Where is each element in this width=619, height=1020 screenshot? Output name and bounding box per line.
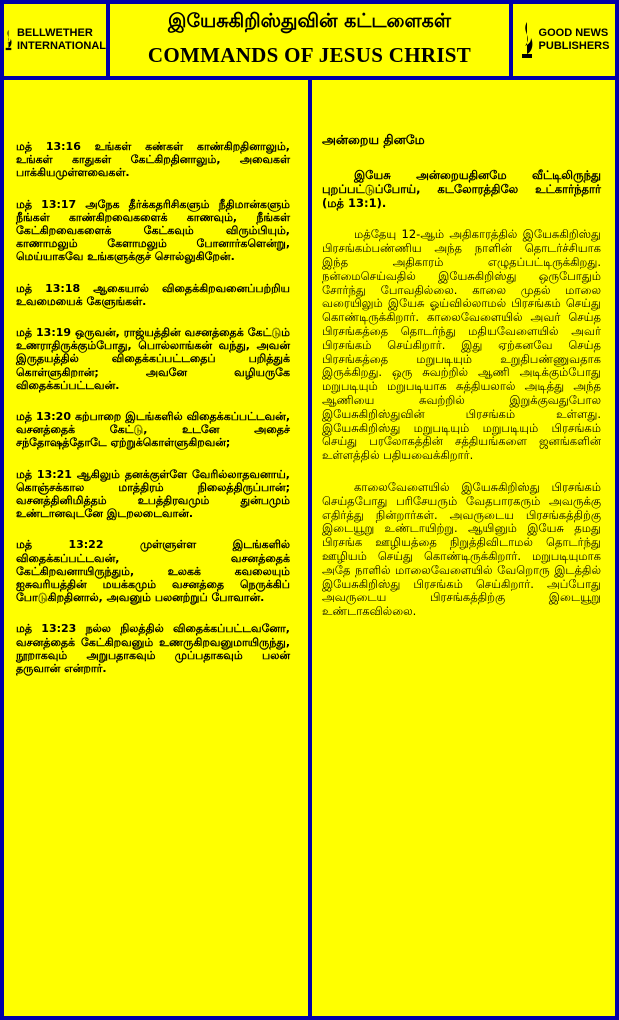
verse-reference: மத் 13:21 xyxy=(16,467,72,481)
title-english: COMMANDS OF JESUS CHRIST xyxy=(147,43,472,67)
commentary-paragraph: காலைவேளையில் இயேசுகிறிஸ்து பிரசங்கம் செய்தபோது பரிசேயரும் வேதபாரகரும் அவருக்கு எதிர்த்து நின்றார்கள். அவருடைய பிரசங்கத்திற்கு இடையூறு உண்டாயிற்று. ஆயினும் இயேசு தமது பிரசங்க ஊழியத்தை நிறுத்திவிடாமல் தொடர்ந்து ஊழியம் செய்து கொண்டிருக்கிறார். மறுபடியுமாக அதே நாளில் மாலைவேளையில் வேறொரு இடத்தில் இயேசுகிறிஸ்து பிரசங்கம் செய்கிறார். அப்போது அவருடைய பிரசங்கத்திற்கு இடையூறு உண்டாகவில்லை. xyxy=(322,479,601,619)
verse-item xyxy=(16,622,290,675)
verse-item xyxy=(16,282,290,308)
verse-text: கற்பாறை இடங்களில் விதைக்கப்பட்டவன், வசனத்தைக் கேட்டு, உடனே அதைச் சந்தோஷத்தோடே ஏற்றுக்கொள்ளுகிறவன்; xyxy=(16,410,290,450)
verse-reference: மத் 13:23 xyxy=(16,622,77,636)
right-logo-line1: GOOD NEWS xyxy=(538,27,609,39)
commentary-intro: இயேசு அன்றையதினமே வீட்டிலிருந்து புறப்பட்டுப்போய், கடலோரத்திலே உட்கார்ந்தார் (மத் 13:1). xyxy=(322,168,601,210)
flame-icon xyxy=(4,20,13,60)
verse-text: உங்கள் கண்கள் காண்கிறதினாலும், உங்கள் காதுகள் கேட்கிறதினாலும், அவைகள் பாக்கியமுள்ளவைகள். xyxy=(16,140,290,180)
verse-text: ஒருவன், ராஜ்யத்தின் வசனத்தைக் கேட்டும் உணராதிருக்கும்போது, பொல்லாங்கன் வந்து, அவன் இருதயத்தில் விதைக்கப்பட்டதைப் பறித்துக் கொள்ளுகிறான்; அவனே வழியருகே விதைக்கப்பட்டவன். xyxy=(16,326,290,392)
commentary-paragraph: மத்தேயு 12-ஆம் அதிகாரத்தில் இயேசுகிறிஸ்து பிரசங்கம்பண்ணிய அந்த நாளின் தொடர்ச்சியாக இந்த அதிகாரம் எழுதப்பட்டிருக்கிறது. நன்மைசெய்வதில் இயேசுகிறிஸ்து ஒருபோதும் சோர்ந்து போவதில்லை. காலை முதல் மாலை வரையிலும் இயேசு ஓய்வில்லாமல் பிரசங்கம் செய்து கொண்டிருக்கிறார். காலைவேளையில் அவர் செய்த பிரசங்கத்தை தொடர்ந்து மதியவேளையில் அவர் பிரசங்கம் செய்கிறார். இது ஏற்கனவே செய்த பிரசங்கத்தை மறுபடியும் உறுதிபண்ணுவதாக இருக்கிறது. ஒரு சுவற்றில் ஆணி அடிக்கும்போது மறுபடியும் மறுபடியாக சுத்தியலால் அடித்து அந்த ஆணியை சுவற்றில் இறுக்குவதுபோல இயேசுகிறிஸ்துவின் பிரசங்கம் உள்ளது. இயேசுகிறிஸ்து மறுபடியும் மறுபடியும் பிரசங்கம் செய்து பரலோகத்தின் சத்தியங்களை ஜனங்களின் உள்ளத்தில் பதியவைக்கிறார். xyxy=(322,227,601,463)
verse-reference: மத் 13:19 xyxy=(16,326,72,340)
verse-list xyxy=(16,140,290,675)
right-logo-line2: PUBLISHERS xyxy=(538,40,610,52)
verse-item xyxy=(16,140,290,180)
verses-column xyxy=(4,80,308,1016)
title-tamil: இயேசுகிறிஸ்துவின் கட்டளைகள் xyxy=(168,10,451,32)
commentary-heading: அன்றைய தினமே xyxy=(322,132,425,147)
verse-reference: மத் 13:16 xyxy=(16,140,81,153)
flame-icon xyxy=(519,20,535,60)
verse-item xyxy=(16,468,290,521)
verse-text: முள்ளுள்ள இடங்களில் விதைக்கப்பட்டவன், வசனத்தைக் கேட்கிறவனாயிருந்தும், உலகக் கவலையும் ஐசுவரியத்தின் மயக்கமும் வசனத்தை நெருக்கிப் போடுகிறதினால், அவனும் பலனற்றுப் போவான். xyxy=(16,538,290,605)
verse-reference: மத் 13:22 xyxy=(16,538,104,552)
left-logo-line1: BELLWETHER xyxy=(16,27,93,39)
verse-reference: மத் 13:18 xyxy=(16,281,81,295)
verse-text: ஆகையால் விதைக்கிறவனைப்பற்றிய உவமையைக் கேளுங்கள். xyxy=(16,281,290,308)
publisher-logo-left xyxy=(4,4,106,76)
verse-text: அநேக தீர்க்கதரிசிகளும் நீதிமான்களும் நீங்கள் காண்கிறவைகளைக் காணவும், நீங்கள் கேட்கிறவைகளைக் கேட்கவும் விரும்பியும், காணாமலும் கேளாமலும் போனார்களென்று, மெய்யாகவே உங்களுக்குச் சொல்லுகிறேன். xyxy=(16,197,290,264)
commentary-column xyxy=(312,80,615,1016)
verse-text: நல்ல நிலத்தில் விதைக்கப்பட்டவனோ, வசனத்தைக் கேட்கிறவனும் உணருகிறவனுமாயிருந்து, நூறாகவும் அறுபதாகவும் முப்பதாகவும் பலன் தருவான் என்றார். xyxy=(16,622,290,676)
verse-reference: மத் 13:20 xyxy=(16,410,71,424)
left-logo-line2: INTERNATIONAL xyxy=(16,40,106,52)
verse-item xyxy=(16,198,290,264)
verse-text: ஆகிலும் தனக்குள்ளே வேரில்லாதவனாய், கொஞ்சக்கால மாத்திரம் நிலைத்திருப்பான்; வசனத்தினிமித்தம் உபத்திரவமும் துன்பமும் உண்டானவுடனே இடறலடைவான். xyxy=(16,467,290,521)
publisher-logo-right xyxy=(513,4,615,76)
verse-item xyxy=(16,326,290,392)
verse-item xyxy=(16,538,290,604)
verse-reference: மத் 13:17 xyxy=(16,197,77,211)
verse-item xyxy=(16,410,290,450)
title-banner xyxy=(110,4,509,76)
